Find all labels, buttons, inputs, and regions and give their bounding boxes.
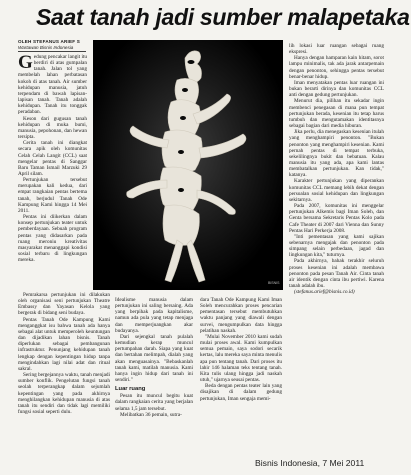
paragraph: Pertunjukan tersebut merupakan kali kedua, dari empat rangkaian pentas bertema tanah, berjudul Tanah Ode Kampung Kami hingga 14 Mei 2011. (18, 177, 87, 214)
paragraph: Karakter pertunjukan yang diperankan komunitas CCL memang lebih dekat dengan persoalan sosial kehidupan dan lingkungan sekitarnya. (289, 178, 384, 203)
drop-cap: G (18, 52, 33, 73)
paragraph: Beda dengan pentas teater lain yang disajikan di dalam gedung pertunjukan, Iman sengaja memi- (200, 383, 282, 402)
paragraph: Pada akhirnya, bahak terakhir seluruh proses kesenian ini adalah membawa penonton pada pesan Tanah Air. Cinta tanah air identik dengan cinta ibu pertiwi. Karena tanah adalah ibu. (289, 258, 384, 290)
paragraph: dara Tanah Ode Kampung Kami Iman Soleh mencurahkan proses pencarian pementasan tersebut membutuhkan waktu panjang yang diawali dengan survei, mengumpulkan data hingga pelatihan naskah. (200, 297, 282, 334)
paragraph: "Mulai November 2010 kami sudah mulai proses awal. Kami kumpulkan semua pemain, saya sodori secarik kertas, lalu mereka saya minta menulis apa pun tentang tanah. Dari proses itu lahir 146 halaman teks tentang tanah. Kita tulis ulang hingga jadi naskah utuh," ujarnya seusai pentas. (200, 333, 282, 384)
paragraph: Pentas ini diikerkan dalam konsep pertunjukan teater untuk pemberdayaan. Sebuah program pentas yang didasarkan pada ruang meroniu kreativitas masyarakat menanggapi kondisi sosial terbaru di lingkungan mereka. (18, 214, 87, 264)
paragraph: Hanya dengan hamparan kain hitam, sorot lampu minimalis, tak ada jarak antarpemain dengan penonton, sehingga pentas tersebut benar-benar hidup. (289, 55, 384, 80)
article-column-3 (200, 297, 282, 402)
byline-author: OLEH STEFANUS ARIEF S (18, 39, 80, 44)
paragraph: Cerita tanah ini diangkat secara apik oleh komunitas Celah Celah Langit (CCL) saat mengelar pentas di Sanggar Baru Taman Ismail Marzuki 29 April silam. (18, 140, 87, 177)
performance-photo (93, 40, 283, 290)
author-email-note: (stefanus.arief@bisnis.co.id) (294, 289, 355, 296)
paragraph: "Inti pementasan yang kami sajikan sebenarnya mengajak dan penonton pada simpang selain perbedaan, jagad dan lingkungan kita," tuturnya. (289, 233, 384, 259)
publication-source: Bisnis Indonesia, 7 Mei 2011 (255, 458, 365, 468)
article-column-1 (18, 54, 87, 263)
paragraph: Pentas Tanah Ode Kampung Kami menganggkat isu bahwa tanah ada hanya sebagai alat untuk memperoleh keuntungan dan dijadikan lahan bisnis. Tanah diperlukan sebagai pembangunan infrastruktur. Penunjang kehidupan tanah lengkap dengan kepentingan hidup tanpa mengindahkan lagi nilai adat dan ritual sakral. (18, 316, 110, 372)
article-column-4 (289, 43, 384, 295)
paragraph: Dari sejengkal tanah pulalah kemudian kerap muncul pertumpahan darah. Siapa yang kuat dan bertahan melimpah, dialah yang akan menguasainya. "Bebaskanlah tanah kami, matilah manusia. Kami hanya ingin hidup dari tanah ini sendiri." (115, 333, 193, 384)
paragraph: edung pencakar langit itu berdiri di atas gumpalan tanah. Jalan tol yang membelah lahan perbatasan kokoh di atas tanah. Air sumber kehidupan manusia, jatuh terpendam di bawah lapisan-lapisan tanah. Tanah adalah kehidupan. Tanah itu tonggak peradaban. (18, 54, 87, 116)
article-column-1-lower (18, 292, 110, 415)
article-headline: Saat tanah jadi sumber malapetaka (36, 4, 410, 30)
paragraph: Iman menyatakan pentas luar ruangan ini bukan berarti dirinya dan komunitas CCL anti dengan gedung pertunjukan. (289, 79, 384, 99)
paragraph: Idealisme manusia dalam pertunjukan ini saling bersaing. Ada yang berpihak pada kapitalisme, namun ada pula yang tetap menjaga dan memperjuangkan akar budayanya. (115, 297, 193, 334)
section-subheading: Luar ruang (115, 386, 146, 393)
paragraph: Sering bergejannya waktu, tanah menjadi sumber konflik. Pengelutan fungsi tanah seolah terperangkap dalam sejumlah kepentingan yang pada akhirnya menghilangkan kehidupan manusia di atas tanah itu sendiri dan tidak lagi memiliki fungsi sosial seperti dulu. (18, 372, 110, 415)
paragraph: Menurut dia, pilihan itu sekadar ingin membenci penegasan di mana pun tempat pertunjukan berada, kesenian itu tetap harus tumbuh dan mengutamakan identitasnya sebagai bagian dari media hiburan. (289, 98, 384, 130)
paragraph: Pada 2007, komunitas ini menggelar pertunjukan Alkemis bagi Iman Soleh, dan Genta bersama Sekretaris Pentas Kolo pada Cafe Theater di 2007 dari Vienna dan Sunny Pentas Hari Perkerja 2008. (289, 203, 384, 234)
photo-credit: BISNIS (268, 281, 280, 285)
paragraph: Pesan itu muncul begitu kuat dalam rangkaian cerita yang berjalan selama 1,5 jam tersebut. (115, 393, 193, 412)
performers-illustration (93, 40, 283, 290)
paragraph: lih lokasi luar ruangan sebagai ruang ekspresi. (289, 43, 384, 56)
paragraph: Pemrakarsa pertunjukan ini dilakukan oleh organisasi seni pertunjukan Theatre Embassy dan Yayasan Kelola yang bergerak di bidang seni budaya. (18, 292, 110, 317)
paragraph: Keson dari gugusan tanah kehidupan di muka bumi, manusia, pepohonan, dan hewan tersiptа. (18, 115, 87, 141)
paragraph: Melibatkan 36 pemain, sutra- (120, 411, 182, 418)
article-column-2 (115, 297, 193, 418)
byline-organization: Wartawan Bisnis Indonesia (18, 45, 74, 50)
paragraph: Jika perlu, dia menegaskan kesenian itulah yang menghampiri penonton. "Bukan penonton yang menghampiri kesenian. Kami pernah pentas di tempat terbuka, sekelilingnya bukit dan bebatuan. Kalau manusia itu yang ada, apa kami lantas membatalkan pertunjukan. Kan tidak," katanya. (289, 129, 384, 179)
